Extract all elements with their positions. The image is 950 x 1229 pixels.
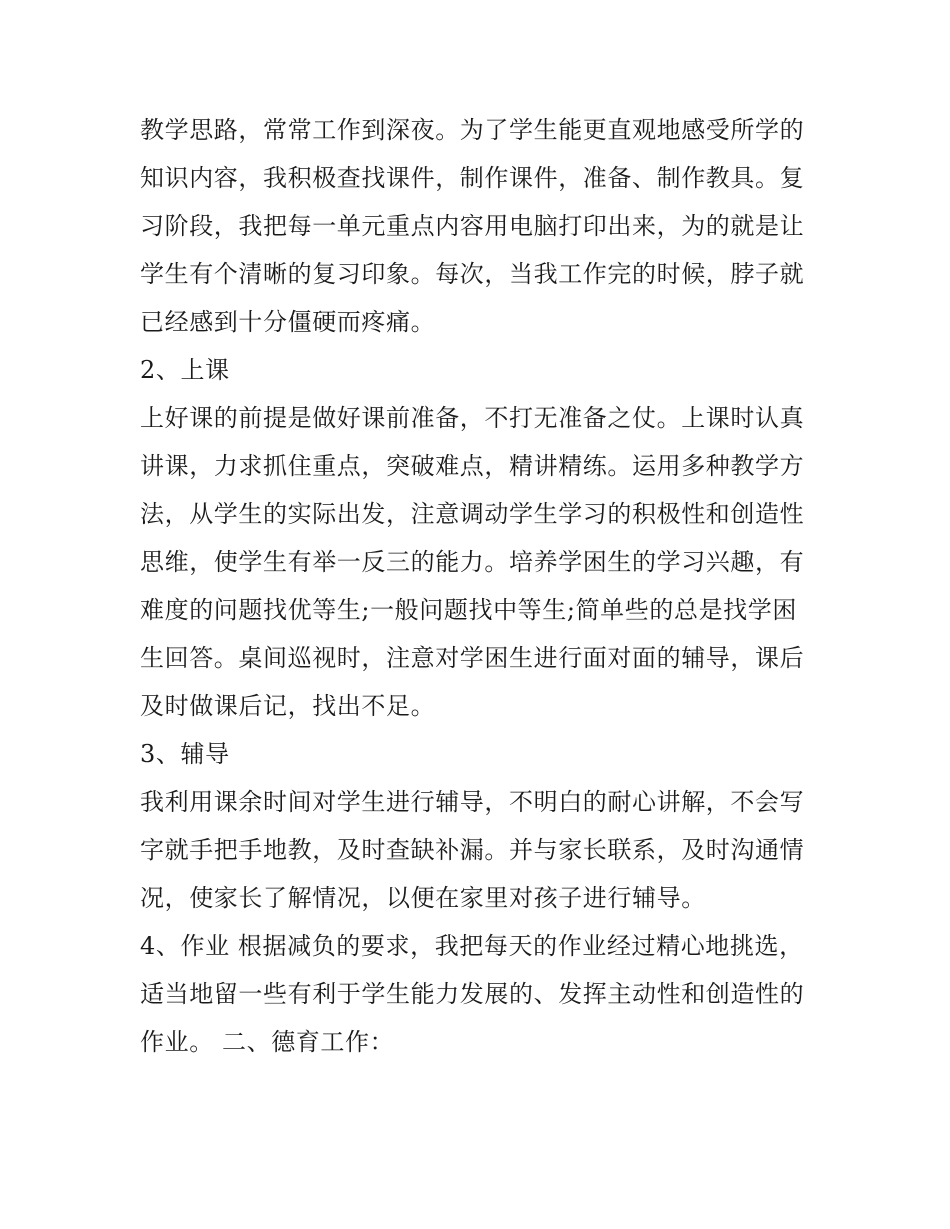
section-heading-homework: 4、作业 根据减负的要求，我把每天的作业经过精心地挑选，: [140, 932, 804, 960]
paragraph-line: 思维，使学生有举一反三的能力。培养学困生的学习兴趣，有: [140, 548, 805, 576]
paragraph-line: 习阶段，我把每一单元重点内容用电脑打印出来，为的就是让: [140, 212, 805, 240]
paragraph-line: 生回答。桌间巡视时，注意对学困生进行面对面的辅导，课后: [140, 644, 805, 672]
paragraph-line: 作业。 二、德育工作：: [140, 1028, 395, 1056]
paragraph-line: 学生有个清晰的复习印象。每次，当我工作完的时候，脖子就: [140, 260, 805, 288]
paragraph-line: 及时做课后记，找出不足。: [140, 692, 436, 720]
paragraph-line: 知识内容，我积极查找课件，制作课件，准备、制作教具。复: [140, 164, 805, 192]
paragraph-line: 教学思路，常常工作到深夜。为了学生能更直观地感受所学的: [140, 116, 805, 144]
paragraph-line: 况，使家长了解情况，以便在家里对孩子进行辅导。: [140, 884, 706, 912]
section-heading-tutoring: 3、辅导: [140, 740, 230, 768]
paragraph-line: 上好课的前提是做好课前准备，不打无准备之仗。上课时认真: [140, 404, 805, 432]
paragraph-line: 适当地留一些有利于学生能力发展的、发挥主动性和创造性的: [140, 980, 805, 1008]
section-heading-teaching: 2、上课: [140, 356, 230, 384]
paragraph-line: 讲课，力求抓住重点，突破难点，精讲精练。运用多种教学方: [140, 452, 805, 480]
paragraph-line: 我利用课余时间对学生进行辅导，不明白的耐心讲解，不会写: [140, 788, 805, 816]
paragraph-line: 法，从学生的实际出发，注意调动学生学习的积极性和创造性: [140, 500, 805, 528]
paragraph-line: 难度的问题找优等生;一般问题找中等生;简单些的总是找学困: [140, 596, 797, 624]
paragraph-line: 已经感到十分僵硬而疼痛。: [140, 308, 436, 336]
paragraph-line: 字就手把手地教，及时查缺补漏。并与家长联系，及时沟通情: [140, 836, 805, 864]
document-body: [140, 106, 820, 1066]
